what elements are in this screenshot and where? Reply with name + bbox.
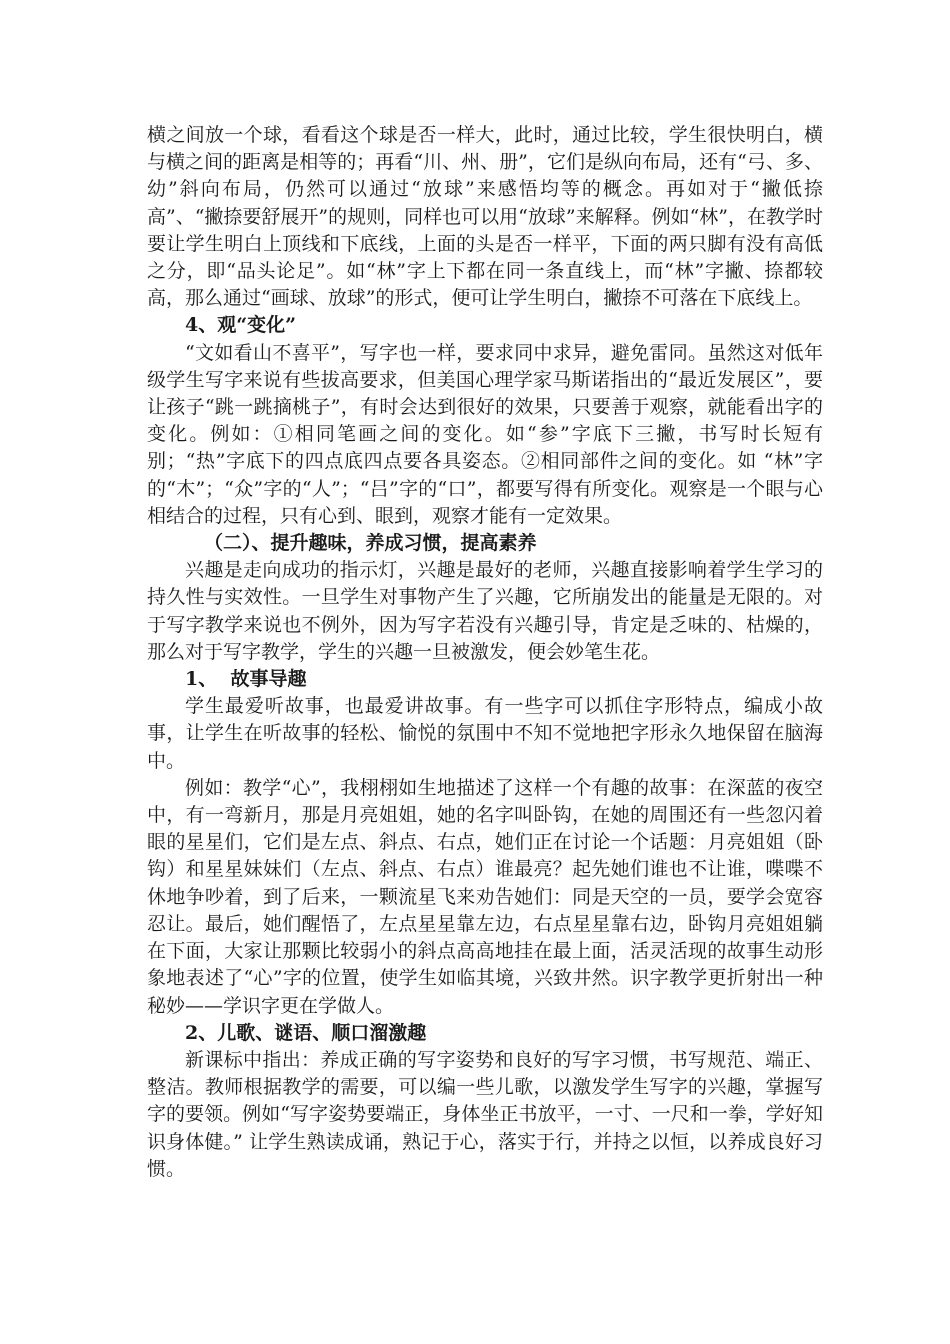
paragraph-ball-comparison: 横之间放一个球，看看这个球是否一样大，此时，通过比较，学生很快明白，横与横之间的距离是相等的；再看“川、州、册”，它们是纵向布局，还有“弓、多、幼”斜向布局，仍然可以通过“放球”来感悟均等的概念。再如对于“撇低捺高”、“撇捺要舒展开”的规则，同样也可以用“放球”来解释。例如“林”，在教学时要让学生明白上顶线和下底线，上面的头是否一样平，下面的两只脚有没有高低之分，即“品头论足”。如“林”字上下都在同一条直线上，而“林”字撇、捺都较高，那么通过“画球、放球”的形式，便可让学生明白，撇捺不可落在下底线上。 [147, 124, 823, 310]
paragraph-observe-change: “文如看山不喜平”，写字也一样，要求同中求异，避免雷同。虽然这对低年级学生写字来说有些拔高要求，但美国心理学家马斯诺指出的“最近发展区”，要让孩子“跳一跳摘桃子”，有时会达到很好的效果，只要善于观察，就能看出字的变化。例如：①相同笔画之间的变化。如“参”字底下三撇，书写时长短有别；“热”字底下的四点底四点要各具姿态。②相同部件之间的变化。如 “林”字的“木”；“众”字的“人”；“吕”字的“口”，都要写得有所变化。观察是一个眼与心相结合的过程，只有心到、眼到，观察才能有一定效果。 [147, 341, 823, 527]
document-body [147, 122, 823, 1183]
section-heading-observe-change: 4、观“变化” [185, 314, 297, 337]
section-heading-story: 1、 故事导趣 [185, 668, 307, 691]
paragraph-interest-intro: 兴趣是走向成功的指示灯，兴趣是最好的老师，兴趣直接影响着学生学习的持久性与实效性。一旦学生对事物产生了兴趣，它所崩发出的能量是无限的。对于写字教学来说也不例外，因为写字若没有兴趣引导，肯定是乏味的、枯燥的，那么对于写字教学，学生的兴趣一旦被激发，便会妙笔生花。 [147, 559, 823, 663]
paragraph-story-example: 例如：教学“心”，我栩栩如生地描述了这样一个有趣的故事：在深蓝的夜空中，有一弯新月，那是月亮姐姐，她的名字叫卧钩，在她的周围还有一些忽闪着眼的星星们，它们是左点、斜点、右点，她们正在讨论一个话题：月亮姐姐（卧钩）和星星妹妹们（左点、斜点、右点）谁最亮？起先她们谁也不让谁，喋喋不休地争吵着，到了后来，一颗流星飞来劝告她们：同是天空的一员，要学会宽容忍让。最后，她们醒悟了，左点星星靠左边，右点星星靠右边，卧钩月亮姐姐躺在下面，大家让那颗比较弱小的斜点高高地挂在最上面，活灵活现的故事生动形象地表述了“心”字的位置，使学生如临其境，兴致井然。识字教学更折射出一种秘妙——学识字更在学做人。 [147, 776, 823, 1017]
section-heading-interest-habit: （二）、提升趣味，养成习惯，提高素养 [204, 532, 537, 555]
section-heading-rhymes: 2、儿歌、谜语、顺口溜激趣 [185, 1021, 427, 1044]
paragraph-story-intro: 学生最爱听故事，也最爱讲故事。有一些字可以抓住字形特点，编成小故事，让学生在听故事的轻松、愉悦的氛围中不知不觉地把字形永久地保留在脑海中。 [147, 695, 823, 772]
paragraph-rhymes: 新课标中指出：养成正确的写字姿势和良好的写字习惯，书写规范、端正、整洁。教师根据教学的需要，可以编一些儿歌，以激发学生写字的兴趣，掌握写字的要领。例如“写字姿势要端正，身体坐正书放平，一寸、一尺和一拳，学好知识身体健。” 让学生熟读成诵，熟记于心，落实于行，并持之以恒，以养成良好习惯。 [147, 1048, 823, 1180]
